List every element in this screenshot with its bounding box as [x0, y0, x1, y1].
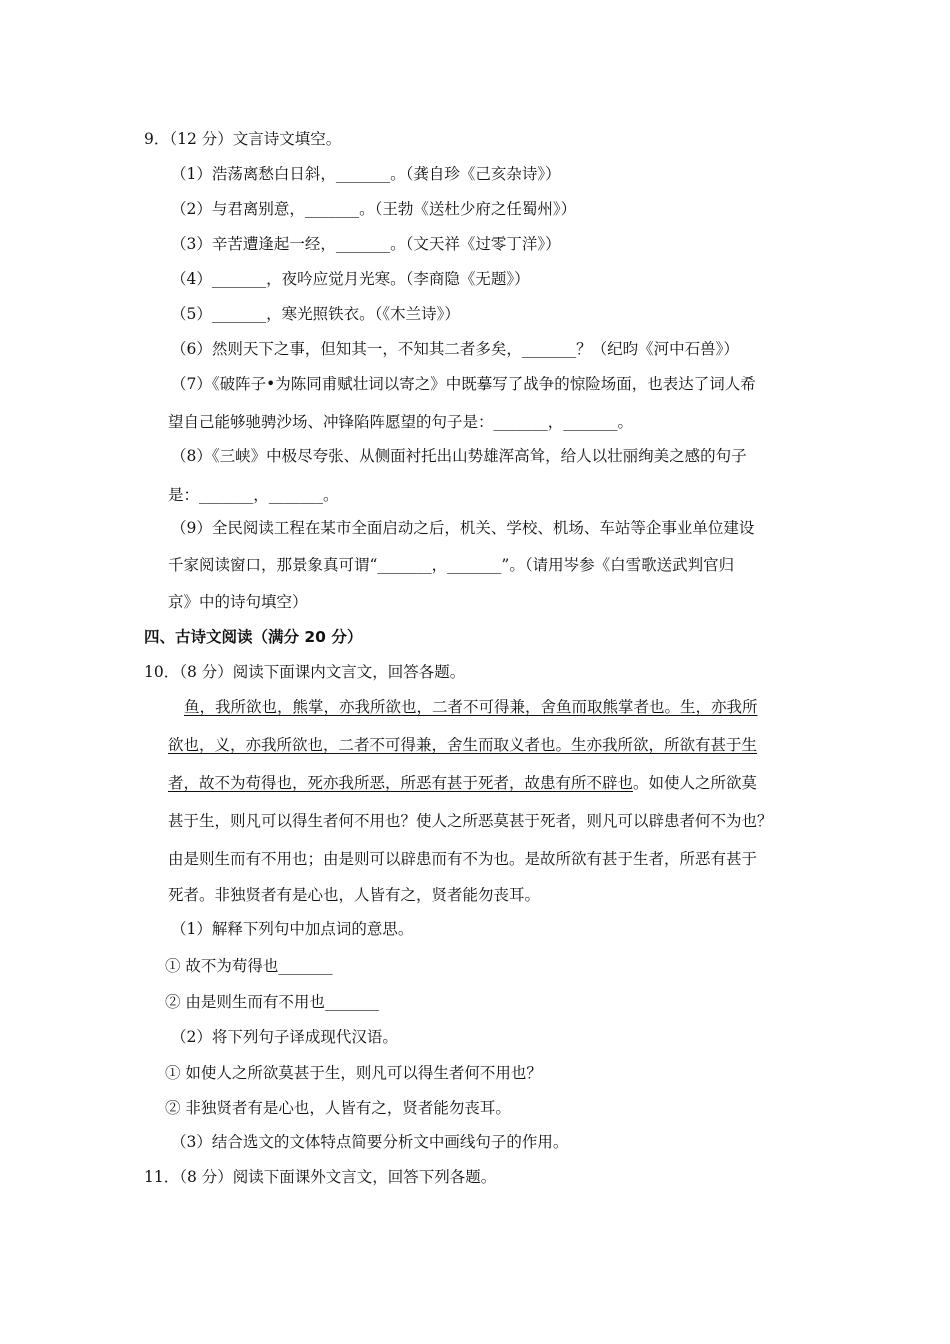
passage-line-3-rest: 。如使人之所欲莫 [633, 774, 758, 792]
q10-sub-1-a: ① 故不为苟得也_______ [165, 957, 333, 975]
q9-item-5: （5）_______，寒光照铁衣。（《木兰诗》） [171, 305, 460, 323]
q10-sub-1-b: ② 由是则生而有不用也_______ [165, 993, 380, 1011]
q9-item-9-line1: （9）全民阅读工程在某市全面启动之后，机关、学校、机场、车站等企事业单位建设 [171, 519, 755, 537]
q9-header: 9．（12 分）文言诗文填空。 [144, 130, 342, 148]
passage-line-2: 欲也，义，亦我所欲也，二者不可得兼，舍生而取义者也。生亦我所欲，所欲有甚于生 [168, 736, 758, 754]
q9-item-6: （6）然则天下之事，但知其一，不知其二者多矣，_______？（纪昀《河中石兽》） [171, 340, 739, 358]
passage-line-3 [168, 772, 757, 794]
passage-line-3-underlined: 者，故不为苟得也，死亦我所恶，所恶有甚于死者，故患有所不辟也 [168, 774, 634, 792]
q10-sub-1: （1）解释下列句中加点词的意思。 [171, 920, 414, 938]
section-4-title: 四、古诗文阅读（满分 20 分） [144, 628, 363, 646]
passage-line-5: 由是则生而有不用也；由是则可以辟患而有不为也。是故所欲有甚于生者，所恶有甚于 [168, 850, 758, 868]
passage-line-6: 死者。非独贤者有是心也，人皆有之，贤者能勿丧耳。 [168, 886, 541, 904]
q10-sub-2-a: ① 如使人之所欲莫甚于生，则凡可以得生者何不用也？ [165, 1064, 542, 1082]
passage-line-1: 鱼，我所欲也，熊掌，亦我所欲也，二者不可得兼，舍鱼而取熊掌者也。生，亦我所 [184, 698, 758, 716]
q9-item-8-line1: （8）《三峡》中极尽夸张、从侧面衬托出山势雄浑高耸，给人以壮丽绚美之感的句子 [171, 447, 747, 465]
q9-item-7-line1: （7）《破阵子•为陈同甫赋壮词以寄之》中既摹写了战争的惊险场面，也表达了词人希 [171, 375, 756, 393]
q10-header: 10．（8 分）阅读下面课内文言文，回答各题。 [144, 663, 466, 681]
q9-item-2: （2）与君离别意，_______。（王勃《送杜少府之任蜀州》） [171, 200, 577, 218]
q9-item-8-line2: 是：_______，_______。 [168, 486, 339, 504]
q9-item-9-line2: 千家阅读窗口，那景象真可谓“_______，_______”。（请用岑参《白雪歌送武判官归 [168, 556, 735, 574]
q10-sub-2-b: ② 非独贤者有是心也，人皆有之，贤者能勿丧耳。 [165, 1099, 511, 1117]
q9-item-9-line3: 京》中的诗句填空） [168, 593, 308, 611]
q10-sub-2: （2）将下列句子译成现代汉语。 [171, 1028, 398, 1046]
passage-line-4: 甚于生，则凡可以得生者何不用也？使人之所恶莫甚于死者，则凡可以辟患者何不为也？ [168, 812, 773, 830]
q11-header: 11．（8 分）阅读下面课外文言文，回答下列各题。 [144, 1168, 497, 1186]
q10-sub-3: （3）结合选文的文体特点简要分析文中画线句子的作用。 [171, 1133, 569, 1151]
q9-item-7-line2: 望自己能够驰骋沙场、冲锋陷阵愿望的句子是：_______，_______。 [168, 413, 634, 431]
q9-item-3: （3）辛苦遭逢起一经，_______。（文天祥《过零丁洋》） [171, 235, 561, 253]
q9-item-1: （1）浩荡离愁白日斜，_______。（龚自珍《己亥杂诗》） [171, 165, 561, 183]
q9-item-4: （4）_______，夜吟应觉月光寒。（李商隐《无题》） [171, 270, 530, 288]
